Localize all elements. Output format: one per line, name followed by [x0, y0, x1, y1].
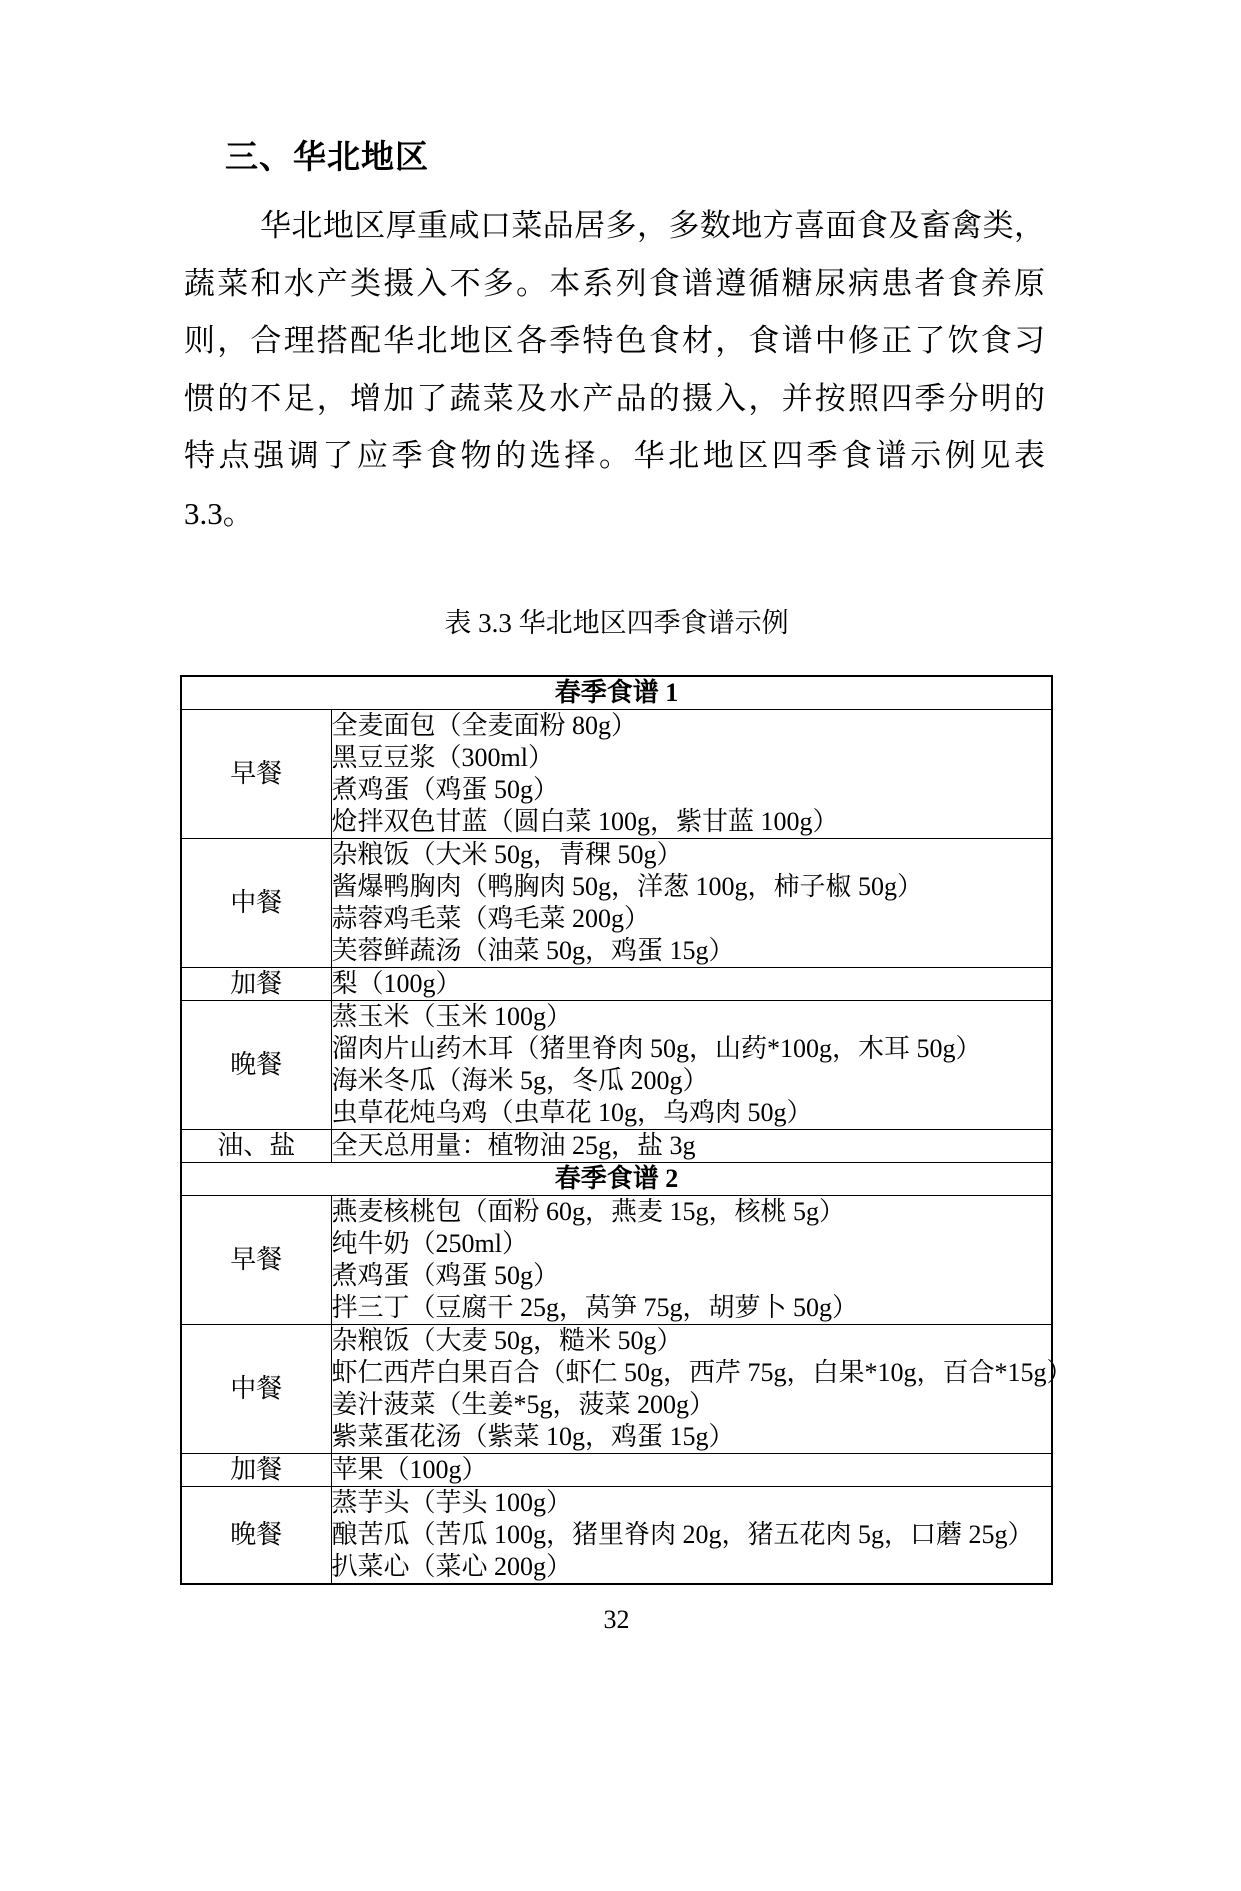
meal-label: 加餐	[181, 968, 331, 1001]
meal-items	[331, 1196, 1052, 1325]
recipe-table	[180, 675, 1073, 1585]
meal-label: 中餐	[181, 839, 331, 968]
table-caption: 表 3.3 华北地区四季食谱示例	[444, 608, 789, 638]
dish-item: 蒸芋头（芋头 100g）	[331, 1488, 573, 1517]
meal-label: 早餐	[181, 1196, 331, 1325]
meal-items	[331, 968, 1052, 1001]
dish-item: 全天总用量：植物油 25g，盐 3g	[331, 1131, 696, 1160]
dish-item: 紫菜蛋花汤（紫菜 10g，鸡蛋 15g）	[331, 1422, 735, 1451]
meal-items	[331, 1001, 1052, 1130]
section-header: 春季食谱 1	[181, 676, 1052, 710]
meal-row	[181, 1001, 1052, 1130]
meal-items	[331, 1454, 1052, 1487]
meal-row	[181, 839, 1052, 968]
section-header: 春季食谱 2	[181, 1163, 1052, 1196]
dish-item: 炝拌双色甘蓝（圆白菜 100g，紫甘蓝 100g）	[331, 807, 839, 836]
meal-items	[331, 1325, 1073, 1454]
dish-item: 酱爆鸭胸肉（鸭胸肉 50g，洋葱 100g，柿子椒 50g）	[331, 872, 924, 901]
meal-label: 中餐	[181, 1325, 331, 1454]
meal-row	[181, 1487, 1052, 1585]
dish-item: 煮鸡蛋（鸡蛋 50g）	[331, 1261, 560, 1290]
document-page	[0, 136, 1241, 1891]
meal-label: 晚餐	[181, 1487, 331, 1585]
dish-item: 拌三丁（豆腐干 25g，莴笋 75g，胡萝卜 50g）	[331, 1293, 859, 1322]
section-header-row	[181, 676, 1052, 710]
dish-item: 酿苦瓜（苦瓜 100g，猪里脊肉 20g，猪五花肉 5g，口蘑 25g）	[331, 1520, 1034, 1549]
dish-item: 杂粮饭（大麦 50g，糙米 50g）	[331, 1326, 683, 1355]
dish-item: 燕麦核桃包（面粉 60g，燕麦 15g，核桃 5g）	[331, 1197, 846, 1226]
meal-items	[331, 1487, 1052, 1585]
page-number: 32	[603, 1605, 630, 1634]
meal-items	[331, 839, 1052, 968]
meal-row	[181, 1454, 1052, 1487]
dish-item: 梨（100g）	[331, 969, 462, 998]
meal-row	[181, 710, 1052, 839]
meal-items	[331, 710, 1052, 839]
dish-item: 海米冬瓜（海米 5g，冬瓜 200g）	[331, 1066, 709, 1095]
meal-label: 早餐	[181, 710, 331, 839]
dish-item: 黑豆豆浆（300ml）	[331, 743, 554, 772]
dish-item: 溜肉片山药木耳（猪里脊肉 50g，山药*100g，木耳 50g）	[331, 1034, 982, 1063]
paragraph-line: 蔬菜和水产类摄入不多。本系列食谱遵循糖尿病患者食养原	[184, 265, 1045, 301]
paragraph-line: 3.3。	[184, 495, 254, 531]
dish-item: 全麦面包（全麦面粉 80g）	[331, 711, 638, 740]
meal-label: 油、盐	[181, 1130, 331, 1163]
dish-item: 蒸玉米（玉米 100g）	[331, 1002, 573, 1031]
meal-label: 加餐	[181, 1454, 331, 1487]
paragraph-line: 特点强调了应季食物的选择。华北地区四季食谱示例见表	[184, 438, 1045, 473]
dish-item: 纯牛奶（250ml）	[331, 1229, 528, 1258]
dish-item: 姜汁菠菜（生姜*5g，菠菜 200g）	[331, 1390, 716, 1419]
paragraph-line: 惯的不足，增加了蔬菜及水产品的摄入，并按照四季分明的	[184, 380, 1045, 416]
paragraph-line: 则，合理搭配华北地区各季特色食材，食谱中修正了饮食习	[184, 323, 1045, 358]
section-heading: 三、华北地区	[225, 140, 429, 176]
recipe-table-body	[181, 676, 1073, 1584]
dish-item: 苹果（100g）	[331, 1455, 488, 1484]
dish-item: 蒜蓉鸡毛菜（鸡毛菜 200g）	[331, 904, 651, 933]
section-header-row	[181, 1163, 1052, 1196]
meal-row	[181, 1196, 1052, 1325]
dish-item: 扒菜心（菜心 200g）	[331, 1552, 573, 1581]
meal-row	[181, 1130, 1052, 1163]
body-paragraph	[184, 197, 1045, 542]
meal-items	[331, 1130, 1052, 1163]
dish-item: 杂粮饭（大米 50g，青稞 50g）	[331, 840, 683, 869]
dish-item: 煮鸡蛋（鸡蛋 50g）	[331, 775, 560, 804]
meal-row	[181, 968, 1052, 1001]
meal-row	[181, 1325, 1052, 1454]
dish-item: 虫草花炖乌鸡（虫草花 10g，乌鸡肉 50g）	[331, 1098, 813, 1127]
dish-item: 虾仁西芹白果百合（虾仁 50g，西芹 75g，白果*10g，百合*15g）	[331, 1358, 1073, 1387]
paragraph-line: 华北地区厚重咸口菜品居多，多数地方喜面食及畜禽类，	[260, 208, 1045, 243]
dish-item: 芙蓉鲜蔬汤（油菜 50g，鸡蛋 15g）	[331, 936, 735, 965]
meal-label: 晚餐	[181, 1001, 331, 1130]
